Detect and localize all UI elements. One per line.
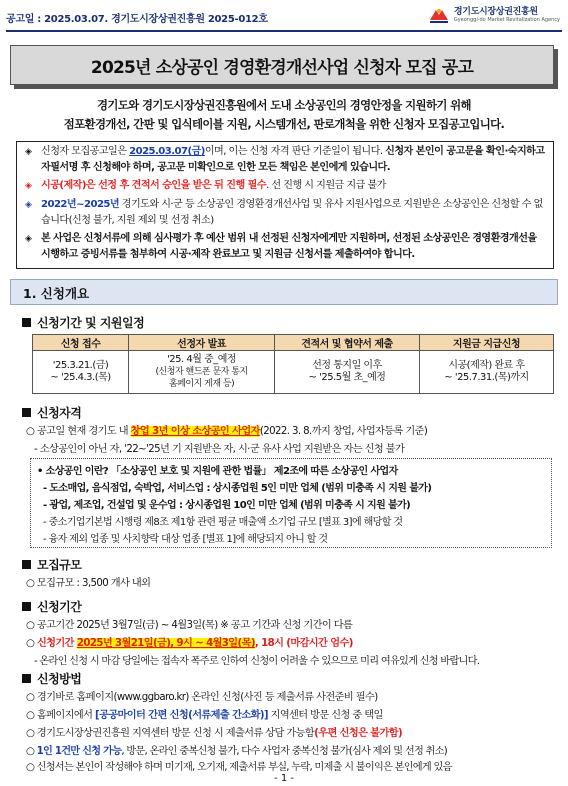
square-bullet-icon xyxy=(22,560,31,569)
square-bullet-icon xyxy=(22,318,31,327)
agency-name-en: Gyeonggi-do Market Revitalization Agency xyxy=(453,17,560,23)
definition-title: • 소상공인 이란? 「소상공인 보호 및 지원에 관한 법률」 제2조에 따른 소상공인 사업자 xyxy=(37,466,398,477)
period-line-2: ○ 신청기간 2025년 3월21일(금), 9시 ~ 4월3일(목), 18시 (마감시간 엄수) xyxy=(26,638,353,649)
table-cell: '25. 4월 중_예정 (신청자 핸드폰 문자 통지 홈페이지 게재 등) xyxy=(129,351,275,394)
notice-item-1: ◈ 신청자 모집공고일은 2025.03.07(금)이며, 이는 신청 자격 판단 기준일이 됩니다. 신청자 본인이 공고문을 확인·숙지하고 자필서명 후 신청해야 하며, 공고문 미확인으로 인한 모든 책임은 본인에게 있습니다. xyxy=(25,146,545,173)
table-header: 지원금 지급신청 xyxy=(419,335,553,351)
diamond-icon: ◈ xyxy=(25,147,32,157)
table-cell: 시공(제작) 완료 후 ~ '25.7.31.(목)까지 xyxy=(419,351,553,394)
diamond-icon: ◈ xyxy=(25,200,32,210)
square-bullet-icon xyxy=(22,674,31,683)
square-bullet-icon xyxy=(22,602,31,611)
notice-item-3: ◈ 2022년~2025년 경기도와 시·군 등 소상공인 경영환경개선사업 및 유사 지원사업으로 지원받은 소상공인은 신청할 수 없습니다(신청 불가, 지원 제외 및 선정 취소) xyxy=(25,199,543,226)
table-cell: '25.3.21.(금) ~ '25.4.3.(목) xyxy=(33,351,129,394)
method-line-3: ○ 경기도시장상권진흥원 지역센터 방문 신청 시 제출서류 상담 가능함(우편 신청은 불가함) xyxy=(26,728,403,739)
definition-item: - 융자 제외 업종 및 사치향락 대상 업종 [별표 1]에 해당되지 아니 할 것 xyxy=(43,534,328,545)
table-header: 신청 접수 xyxy=(33,335,129,351)
scale-heading: 모집규모 xyxy=(22,556,81,573)
scale-line: ○ 모집규모 : 3,500 개사 내외 xyxy=(26,578,151,589)
eligibility-line-1: ○ 공고일 현재 경기도 내 창업 3년 이상 소상공인 사업자(2022. 3. 8.까지 창업, 사업자등록 기준) xyxy=(26,426,428,437)
notice-item-4: ◈ 본 사업은 신청서류에 의해 심사평가 후 예산 범위 내 선정된 신청자에게만 지원하며, 선정된 소상공인은 경영환경개선을 시행하고 증빙서류를 첨부하여 시공·제작 완료보고 및 지원금 신청서를 제출하여야 합니다. xyxy=(25,233,537,260)
page-number: - 1 - xyxy=(274,773,294,784)
method-line-2: ○ 홈페이지에서 [공공마이터 간편 신청(서류제출 간소화)] 지역센터 방문 신청 중 택일 xyxy=(26,710,383,721)
definition-item: - 중소기업기본법 시행령 제8조 제1항 관련 평균 매출액 소기업 규모 [별표 3]에 해당할 것 xyxy=(43,517,403,528)
agency-logo-icon xyxy=(428,6,450,24)
table-header: 선정자 발표 xyxy=(129,335,275,351)
document-title-box xyxy=(10,45,554,85)
notice-box xyxy=(16,141,554,269)
header-bar xyxy=(6,6,562,32)
schedule-heading: 신청기간 및 지원일정 xyxy=(22,314,144,331)
eligibility-heading: 신청자격 xyxy=(22,404,81,421)
diamond-icon: ◈ xyxy=(25,234,32,244)
method-heading: 신청방법 xyxy=(22,670,81,687)
intro-line-2: 점포환경개선, 간판 및 입식테이블 지원, 시스템개선, 판로개척을 위한 신청자 모집공고입니다. xyxy=(63,117,505,131)
small-business-definition-box xyxy=(30,458,552,548)
eligibility-line-2: - 소상공인이 아닌 자, '22~'25년 기 지원받은 자, 시·군 유사 사업 지원받은 자는 신청 불가 xyxy=(34,444,405,455)
diamond-icon: ◈ xyxy=(25,181,32,191)
agency-logo xyxy=(428,6,560,24)
definition-item: - 광업, 제조업, 건설업 및 운수업 : 상시종업원 10인 미만 업체 (범위 미충족 시 지원 불가) xyxy=(43,500,411,511)
table-header: 견적서 및 협약서 제출 xyxy=(275,335,420,351)
method-line-5: ○ 신청서는 본인이 작성해야 하며 미기재, 오기재, 제출서류 부실, 누락, 미제출 시 불이익은 본인에게 있음 xyxy=(26,762,452,773)
schedule-table xyxy=(32,334,554,394)
period-heading: 신청기간 xyxy=(22,598,81,615)
notice-number: 공고일 : 2025.03.07. 경기도시장상권진흥원 2025-012호 xyxy=(6,14,268,25)
method-line-4: ○ 1인 1건만 신청 가능, 방문, 온라인 중복신청 불가, 다수 사업자 중복신청 불가(심사 제외 및 선정 취소) xyxy=(26,746,447,757)
definition-item: - 도소매업, 음식점업, 숙박업, 서비스업 : 상시종업원 5인 미만 업체 (범위 미충족 시 지원 불가) xyxy=(43,483,432,494)
section-heading-overview: 1. 신청개요 xyxy=(10,279,558,305)
table-cell: 선정 통지일 이후 ~ '25.5월 초_예정 xyxy=(275,351,420,394)
intro-line-1: 경기도와 경기도시장상권진흥원에서 도내 소상공인의 경영안정을 지원하기 위해 xyxy=(97,98,471,112)
period-line-1: ○ 공고기간 2025년 3월7일(금) ~ 4월3일(목) ※ 공고 기간과 신청 기간이 다름 xyxy=(26,620,353,631)
method-line-1: ○ 경기바로 홈페이지(www.ggbaro.kr) 온라인 신청(사진 등 제출서류 사전준비 필수) xyxy=(26,692,378,703)
period-line-3: - 온라인 신청 시 마감 당일에는 접속자 폭주로 인하여 신청이 어려울 수 있으므로 미리 여유있게 신청 바랍니다. xyxy=(34,656,480,667)
square-bullet-icon xyxy=(22,408,31,417)
document-title: 2025년 소상공인 경영환경개선사업 신청자 모집 공고 xyxy=(90,57,474,78)
notice-item-2: ◈ 시공(제작)은 선정 후 견적서 승인을 받은 뒤 진행 필수. 선 진행 시 지원금 지급 불가 xyxy=(25,178,547,194)
agency-name: 경기도시장상권진흥원 xyxy=(453,7,538,17)
